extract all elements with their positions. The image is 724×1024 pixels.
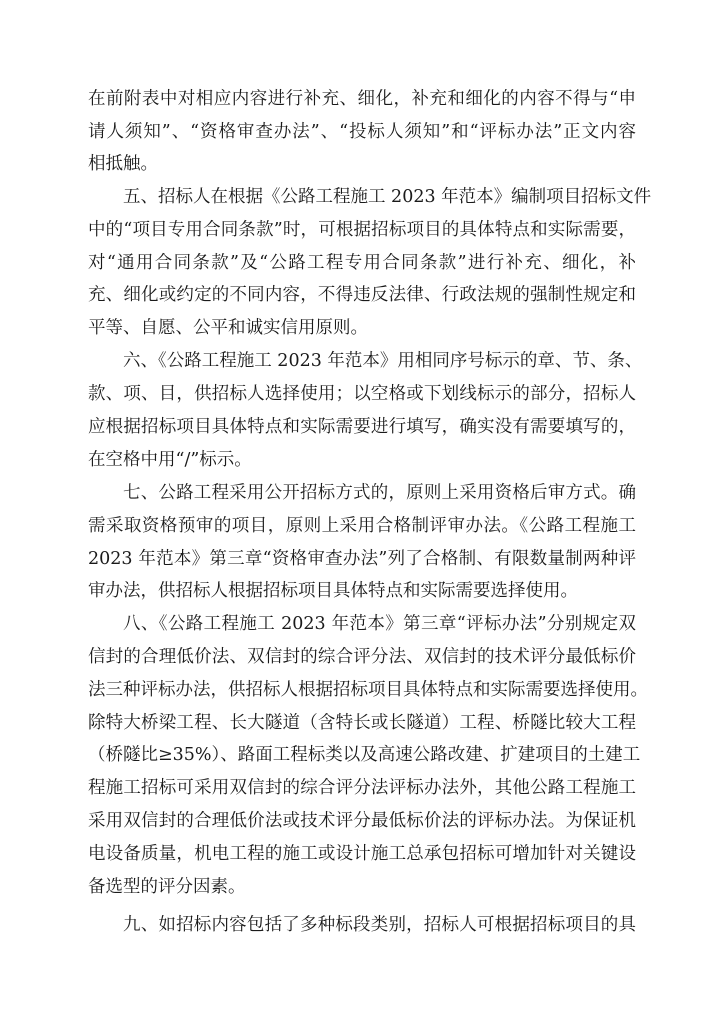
text-line: 对“通用合同条款”及“公路工程专用合同条款”进行补充、细化，补 [88, 253, 636, 273]
text-line: 审办法，供招标人根据招标项目具体特点和实际需要选择使用。 [88, 581, 578, 601]
paragraph-start-line: 九、如招标内容包括了多种标段类别，招标人可根据招标项目的具 [123, 915, 636, 935]
text-line: 备选型的评分因素。 [88, 877, 246, 897]
text-line: 应根据招标项目具体特点和实际需要进行填写，确实没有需要填写的， [88, 417, 636, 437]
text-line: 采用双信封的合理低价法或技术评分最低标价法的评标办法。为保证机 [88, 811, 636, 831]
text-line: 需采取资格预审的项目，原则上采用合格制评审办法。《公路工程施工 [88, 516, 636, 536]
text-line: 在前附表中对相应内容进行补充、细化，补充和细化的内容不得与“申 [88, 89, 636, 109]
paragraph-start-line: 七、公路工程采用公开招标方式的，原则上采用资格后审方式。确 [123, 483, 636, 503]
text-line: 除特大桥梁工程、长大隧道（含特长或长隧道）工程、桥隧比较大工程 [88, 713, 636, 733]
text-line: 充、细化或约定的不同内容，不得违反法律、行政法规的强制性规定和 [88, 285, 636, 305]
text-line: 信封的合理低价法、双信封的综合评分法、双信封的技术评分最低标价 [88, 647, 636, 667]
text-line: 法三种评标办法，供招标人根据招标项目具体特点和实际需要选择使用。 [88, 680, 648, 700]
text-line: （桥隧比≥35%）、路面工程标类以及高速公路改建、扩建项目的土建工 [88, 745, 641, 765]
paragraph-start-line: 六、《公路工程施工 2023 年范本》用相同序号标示的章、节、条、 [123, 351, 643, 371]
paragraph-start-line: 五、招标人在根据《公路工程施工 2023 年范本》编制项目招标文件 [123, 187, 652, 207]
text-line: 电设备质量，机电工程的施工或设计施工总承包招标可增加针对关键设 [88, 844, 636, 864]
text-line: 请人须知”、“资格审查办法”、“投标人须知”和“评标办法”正文内容 [88, 122, 636, 142]
text-line: 程施工招标可采用双信封的综合评分法评标办法外，其他公路工程施工 [88, 778, 636, 798]
text-line: 2023 年范本》第三章“资格审查办法”列了合格制、有限数量制两种评 [88, 549, 636, 569]
text-line: 款、项、目，供招标人选择使用；以空格或下划线标示的部分，招标人 [88, 384, 636, 404]
text-line: 中的“项目专用合同条款”时，可根据招标项目的具体特点和实际需要， [88, 220, 636, 240]
text-line: 平等、自愿、公平和诚实信用原则。 [88, 318, 368, 338]
text-line: 在空格中用“/”标示。 [88, 450, 252, 470]
text-line: 相抵触。 [88, 154, 158, 174]
paragraph-start-line: 八、《公路工程施工 2023 年范本》第三章“评标办法”分别规定双 [123, 614, 636, 634]
